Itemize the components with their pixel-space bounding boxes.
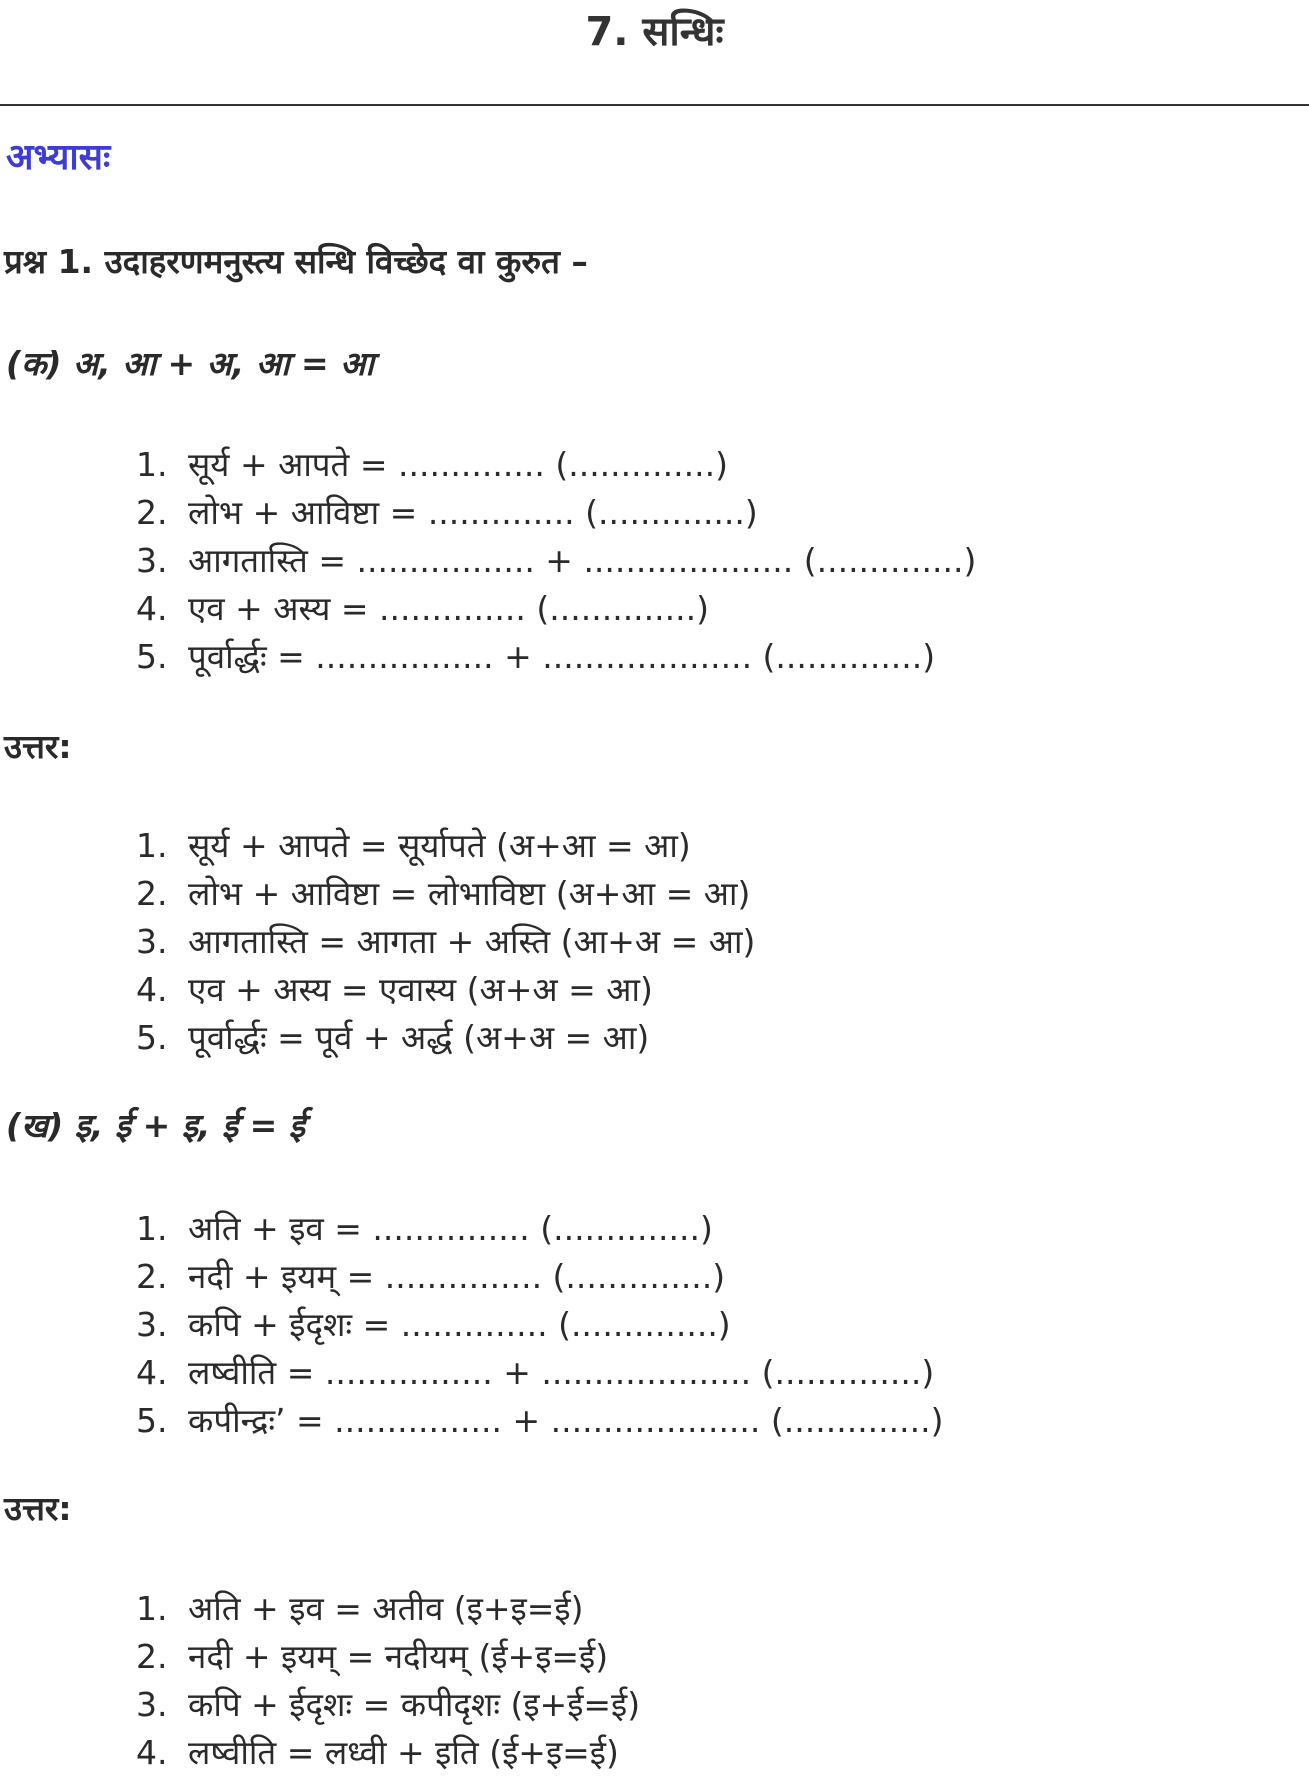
page-title: 7. सन्धिः <box>585 9 724 55</box>
exercise-list-kha <box>136 1205 944 1445</box>
item-number: 2. <box>136 874 168 913</box>
item-number: 4. <box>136 1733 168 1772</box>
item-number: 1. <box>136 826 168 865</box>
answer-item <box>136 870 755 918</box>
item-text: अति + इव = ............... (..............) <box>188 1209 713 1248</box>
answer-item <box>136 966 755 1014</box>
item-number: 5. <box>136 1401 168 1440</box>
answer-item <box>136 1014 755 1062</box>
item-text: एव + अस्य = .............. (..............) <box>188 589 709 628</box>
item-number: 3. <box>136 1685 168 1724</box>
answer-item <box>136 1633 640 1681</box>
exercise-item <box>136 1397 944 1445</box>
answer-item <box>136 1681 640 1729</box>
item-number: 1. <box>136 1589 168 1628</box>
item-number: 4. <box>136 589 168 628</box>
exercise-item <box>136 1205 944 1253</box>
item-number: 3. <box>136 922 168 961</box>
item-text: नदी + इयम् = ............... (..............) <box>188 1257 726 1296</box>
item-number: 1. <box>136 1209 168 1248</box>
item-text: एव + अस्य = एवास्य (अ+अ = आ) <box>188 970 653 1009</box>
item-text: आगतास्ति = ................. + .................... (..............) <box>188 541 977 580</box>
item-number: 5. <box>136 1018 168 1057</box>
subsection-heading-ka: (क) अ, आ + अ, आ = आ <box>6 344 374 383</box>
answer-item <box>136 1729 640 1777</box>
answer-label-ka: उत्तर: <box>4 727 72 766</box>
exercise-item <box>136 1349 944 1397</box>
exercise-item <box>136 441 976 489</box>
exercise-item <box>136 585 976 633</box>
item-text: कपि + ईदृशः = .............. (..............) <box>188 1305 731 1344</box>
item-text: पूर्वार्द्धः = ................. + .................... (..............) <box>188 637 936 676</box>
item-text: लोभ + आविष्टा = लोभाविष्टा (अ+आ = आ) <box>188 874 751 913</box>
subsection-heading-kha: (ख) इ, ई + इ, ई = ई <box>6 1106 305 1145</box>
exercise-item <box>136 489 976 537</box>
answer-item <box>136 918 755 966</box>
answer-item <box>136 1585 640 1633</box>
item-number: 2. <box>136 1637 168 1676</box>
item-text: नदी + इयम् = नदीयम् (ई+इ=ई) <box>188 1637 609 1676</box>
exercise-item <box>136 1301 944 1349</box>
exercise-item <box>136 1253 944 1301</box>
item-text: सूर्य + आपते = सूर्यापते (अ+आ = आ) <box>188 826 691 865</box>
answer-item <box>136 822 755 870</box>
section-heading: अभ्यासः <box>6 137 111 178</box>
answer-list-kha <box>136 1585 640 1777</box>
item-number: 4. <box>136 1353 168 1392</box>
item-number: 2. <box>136 1257 168 1296</box>
answer-list-ka <box>136 822 755 1062</box>
item-text: पूर्वार्द्धः = पूर्व + अर्द्ध (अ+अ = आ) <box>188 1018 650 1057</box>
item-number: 3. <box>136 1305 168 1344</box>
item-text: कपीन्द्रः’ = ................ + .................... (..............) <box>188 1401 944 1440</box>
item-number: 3. <box>136 541 168 580</box>
exercise-item <box>136 537 976 585</box>
item-text: आगतास्ति = आगता + अस्ति (आ+अ = आ) <box>188 922 756 961</box>
item-text: अति + इव = अतीव (इ+इ=ई) <box>188 1589 584 1628</box>
title-divider <box>0 104 1309 106</box>
exercise-list-ka <box>136 441 976 681</box>
answer-label-kha: उत्तर: <box>4 1489 72 1528</box>
item-number: 4. <box>136 970 168 1009</box>
item-text: लष्वीति = ................ + .................... (..............) <box>188 1353 935 1392</box>
exercise-item <box>136 633 976 681</box>
item-text: लोभ + आविष्टा = .............. (..............) <box>188 493 758 532</box>
item-text: कपि + ईदृशः = कपीदृशः (इ+ई=ई) <box>188 1685 641 1724</box>
item-number: 5. <box>136 637 168 676</box>
item-text: सूर्य + आपते = .............. (..............) <box>188 445 728 484</box>
item-number: 2. <box>136 493 168 532</box>
question-heading: प्रश्न 1. उदाहरणमनुस्त्य सन्धि विच्छेद वा कुरुत – <box>4 242 588 281</box>
item-text: लष्वीति = लध्वी + इति (ई+इ=ई) <box>188 1733 619 1772</box>
item-number: 1. <box>136 445 168 484</box>
